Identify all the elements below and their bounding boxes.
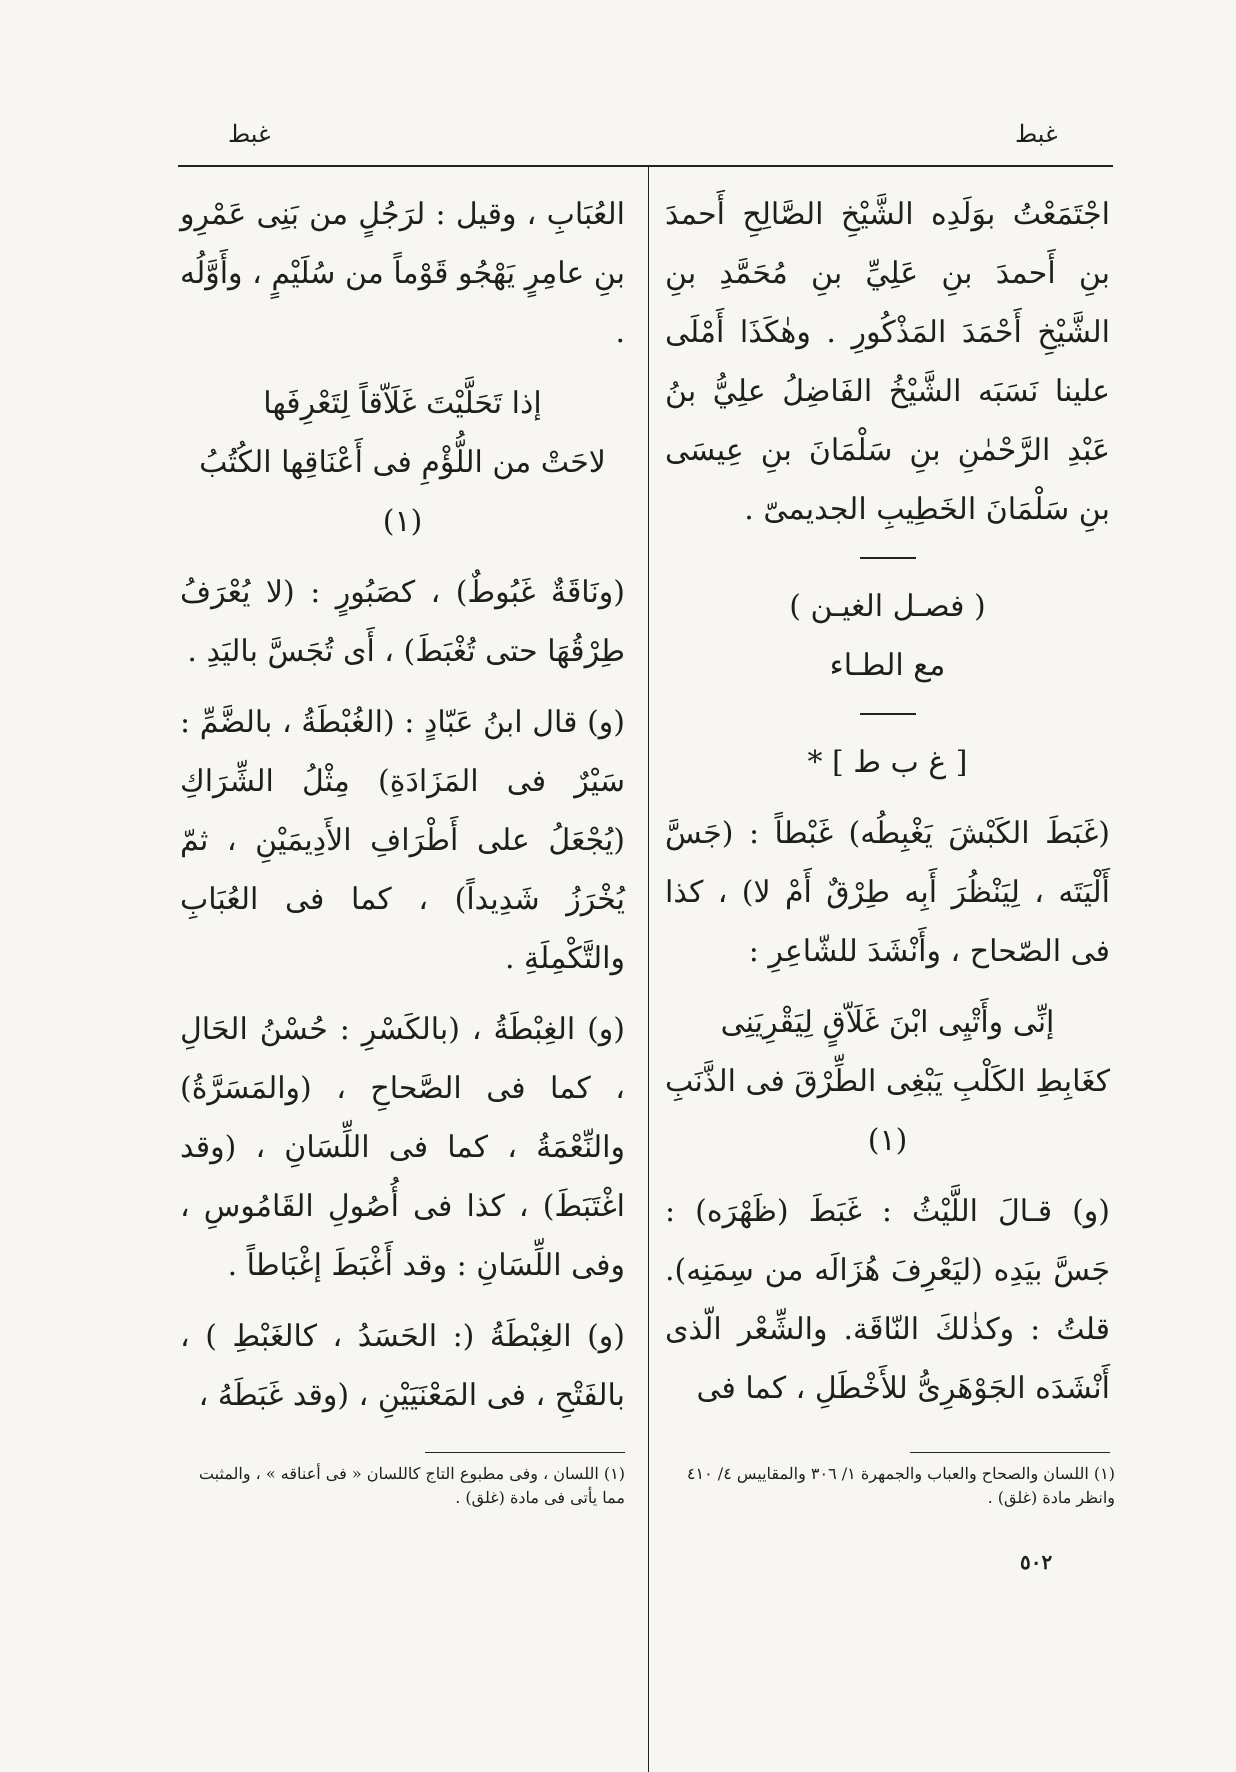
- running-header-right: غبط: [1015, 120, 1058, 148]
- paragraph: (و) قال ابنُ عَبّادٍ : (الغُبْطَةُ ، بالضَّمِّ : سَيْرٌ فى المَزَادَةِ) مِثْلُ الشِّرَاكِ (يُجْعَلُ على أَطْرَافِ الأَدِيمَيْنِ ، ثمّ يُخْرَزُ شَدِيداً) ، كما فى العُبَابِ والتَّكْمِلَةِ .: [180, 705, 625, 976]
- paragraph: العُبَابِ ، وقيل : لرَجُلٍ من بَنِى عَمْرِو بنِ عامِرٍ يَهْجُو قَوْماً من سُلَيْمٍ ، وأَوَّلُه .: [180, 197, 625, 350]
- column-divider: [648, 167, 649, 1772]
- entry-root: [ غ ب ط ] *: [807, 745, 968, 780]
- left-column: [180, 185, 625, 1425]
- separator-rule: [860, 713, 916, 715]
- header-rule: [178, 165, 1113, 167]
- paragraph: (ونَاقَةٌ غَبُوطٌ) ، كصَبُورٍ : (لا يُعْرَفُ طِرْقُهَا حتى تُغْبَطَ) ، أَى تُجَسَّ باليَدِ .: [180, 575, 625, 669]
- verse-line: إذا تَحَلَّيْتَ غَلَاّقاً لِتَعْرِفَها: [263, 386, 542, 421]
- footnote-rule-right: [910, 1452, 1110, 1453]
- paragraph: (و) الغِبْطَةُ (: الحَسَدُ ، كالغَبْطِ ) ، بالفَتْحِ ، فى المَعْنَيَيْنِ ، (وقد غَبَطَهُ ،: [180, 1319, 625, 1413]
- running-header-left: غبط: [228, 120, 271, 148]
- right-column: [665, 185, 1110, 1418]
- verse-line: كغَابِطِ الكَلْبِ يَبْغِى الطِّرْقَ فى الذَّنَبِ (١): [664, 1064, 1110, 1158]
- paragraph: (غَبَطَ الكَبْشَ يَغْبِطُه) غَبْطاً : (جَسَّ أَلْيَتَه ، لِيَنْظُرَ أَبِه طِرْقٌ أَمْ لا) ، كذا فى الصّحاح ، وأَنْشَدَ للشّاعِرِ :: [665, 816, 1110, 969]
- page-number: ٥٠٢: [1020, 1550, 1053, 1574]
- footnote-rule-left: [425, 1452, 625, 1453]
- verse-line: لاحَتْ من اللُّؤْمِ فى أَعْنَاقِها الكُتُبُ (١): [199, 445, 606, 539]
- paragraph: اجْتَمَعْتُ بوَلَدِه الشَّيْخِ الصَّالِحِ أَحمدَ بنِ أَحمدَ بنِ عَلِيِّ بنِ مُحَمَّدِ بنِ الشَّيْخِ أَحْمَدَ المَذْكُورِ . وهٰكَذَا أَمْلَى علينا نَسَبَه الشَّيْخُ الفَاضِلُ علِيُّ بنُ عَبْدِ الرَّحْمٰنِ بنِ سَلْمَانَ بنِ عِيسَى بنِ سَلْمَانَ الخَطِيبِ الجديمىّ .: [665, 197, 1110, 527]
- paragraph: (و) قـالَ اللَّيْثُ : غَبَطَ (ظَهْرَه) : جَسَّ بيَدِه (ليَعْرِفَ هُزَالَه من سِمَنِه). قلتُ : وكذٰلكَ النّاقَة. والشِّعْر الّذى أَنْشَدَه الجَوْهَرِىُّ للأَخْطَلِ ، كما فى: [665, 1194, 1110, 1406]
- verse-line: إنِّى وأَتْيِى ابْنَ غَلَاّقٍ لِيَقْرِيَنِى: [720, 1005, 1055, 1040]
- footnote-right: (١) اللسان والصحاح والعباب والجمهرة ١/ ٣٠٦ والمقاييس ٤/ ٤١٠ وانظر مادة (غلق) .: [686, 1464, 1115, 1507]
- footnote-left: (١) اللسان ، وفى مطبوع التاج كاللسان « فى أعناقه » ، والمثبت مما يأتى فى مادة (غلق) .: [198, 1464, 625, 1507]
- section-subtitle: مع الطـاء: [829, 648, 946, 683]
- paragraph: (و) الغِبْطَةُ ، (بالكَسْرِ : حُسْنُ الحَالِ ، كما فى الصَّحاحِ ، (والمَسَرَّةُ) والنِّعْمَةُ ، كما فى اللِّسَانِ ، (وقد اغْتَبَطَ) ، كذا فى أُصُولِ القَامُوسِ ، وفى اللِّسَانِ : وقد أَغْبَطَ إغْبَاطاً .: [180, 1012, 625, 1283]
- separator-rule: [860, 557, 916, 559]
- section-title: ( فصـل الغيـن ): [789, 589, 986, 624]
